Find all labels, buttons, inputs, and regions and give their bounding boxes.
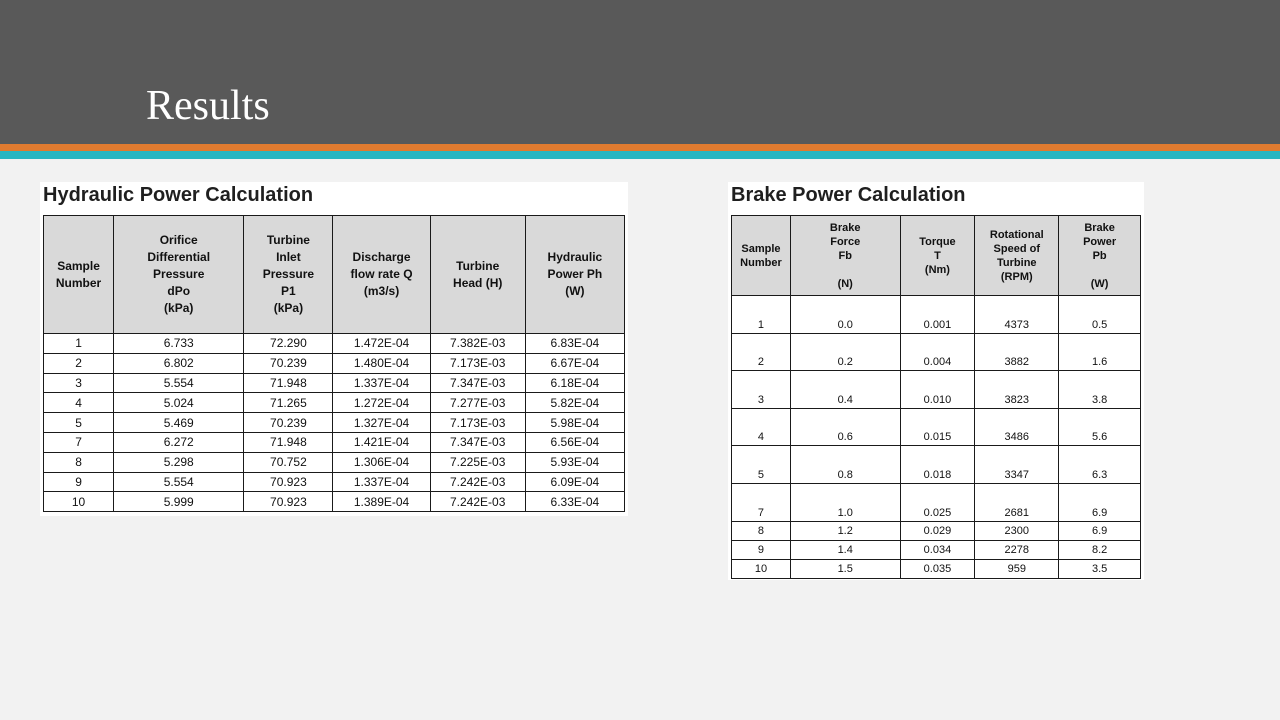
table-row <box>732 559 1141 578</box>
table-row <box>44 334 625 354</box>
table-cell: 7.173E-03 <box>430 413 525 433</box>
header-text: Rotational <box>989 228 1044 241</box>
brake-power-table-image <box>728 182 1144 580</box>
table-cell: 0.025 <box>900 483 975 521</box>
table-cell: 4 <box>44 393 114 413</box>
table-cell: 70.923 <box>244 472 333 492</box>
header-text: P1 <box>281 284 296 298</box>
table-cell: 5.98E-04 <box>525 413 624 433</box>
header-text: Pressure <box>153 267 205 281</box>
header-text: Power Ph <box>547 267 603 281</box>
table-cell: 0.035 <box>900 559 975 578</box>
table-cell: 5 <box>732 446 791 484</box>
table-row <box>44 452 625 472</box>
accent-stripe-orange <box>0 144 1280 151</box>
table-cell: 7 <box>732 483 791 521</box>
table-cell: 5.469 <box>114 413 244 433</box>
table-cell: 5.298 <box>114 452 244 472</box>
header-text: Head (H) <box>453 275 503 290</box>
header-unit: (W) <box>1090 277 1109 290</box>
table-cell: 2278 <box>975 540 1059 559</box>
table-cell: 8 <box>44 452 114 472</box>
table-cell: 7.225E-03 <box>430 452 525 472</box>
table-cell: 4373 <box>975 296 1059 334</box>
table-row <box>732 296 1141 334</box>
header-text: Number <box>55 275 102 290</box>
header-text: Number <box>740 256 782 269</box>
table-cell: 5.024 <box>114 393 244 413</box>
table-cell: 72.290 <box>244 334 333 354</box>
table-cell: 0.034 <box>900 540 975 559</box>
table-cell: 4 <box>732 408 791 446</box>
table-cell: 1.337E-04 <box>333 373 430 393</box>
table-cell: 9 <box>732 540 791 559</box>
header-text: Turbine <box>997 256 1037 269</box>
header-text: Discharge <box>352 250 411 264</box>
table-cell: 0.004 <box>900 333 975 371</box>
table-cell: 1.337E-04 <box>333 472 430 492</box>
table-cell: 7.173E-03 <box>430 353 525 373</box>
table-cell: 5.554 <box>114 373 244 393</box>
header-text: Inlet <box>276 250 301 264</box>
accent-stripe-teal <box>0 151 1280 159</box>
table-cell: 3486 <box>975 408 1059 446</box>
table-cell: 1.327E-04 <box>333 413 430 433</box>
table-cell: 6.56E-04 <box>525 432 624 452</box>
table-cell: 5.554 <box>114 472 244 492</box>
table-row <box>44 432 625 452</box>
hydraulic-header-row <box>44 216 625 334</box>
table-cell: 9 <box>44 472 114 492</box>
header-text: Pressure <box>262 267 315 281</box>
header-text: Pb <box>1092 249 1107 262</box>
slide-title: Results <box>146 83 270 129</box>
table-cell: 1.306E-04 <box>333 452 430 472</box>
header-text: Power <box>1083 235 1117 248</box>
header-text: Brake <box>829 221 861 234</box>
table-cell: 71.265 <box>244 393 333 413</box>
brake-header-row <box>732 216 1141 296</box>
table-cell: 1.4 <box>790 540 900 559</box>
table-cell: 71.948 <box>244 432 333 452</box>
table-cell: 10 <box>44 492 114 512</box>
header-text: Torque <box>919 235 956 248</box>
table-cell: 1 <box>732 296 791 334</box>
table-cell: 0.010 <box>900 371 975 409</box>
table-cell: 8 <box>732 521 791 540</box>
header-text: Fb <box>838 249 852 262</box>
hydraulic-column-header <box>244 216 333 334</box>
table-cell: 6.18E-04 <box>525 373 624 393</box>
header-text: T <box>934 249 941 262</box>
table-row <box>44 353 625 373</box>
header-text: Force <box>830 235 861 248</box>
hydraulic-table-title: Hydraulic Power Calculation <box>43 184 314 206</box>
header-text: dPo <box>167 284 191 298</box>
table-cell: 1.421E-04 <box>333 432 430 452</box>
table-cell: 1.272E-04 <box>333 393 430 413</box>
table-row <box>44 373 625 393</box>
table-cell: 0.029 <box>900 521 975 540</box>
table-cell: 6.272 <box>114 432 244 452</box>
header-text: Speed of <box>993 242 1040 255</box>
header-text: Brake <box>1084 221 1115 234</box>
header-text: (m3/s) <box>363 284 400 298</box>
table-row <box>732 408 1141 446</box>
table-cell: 7.277E-03 <box>430 393 525 413</box>
table-cell: 0.6 <box>790 408 900 446</box>
table-cell: 6.3 <box>1059 446 1141 484</box>
table-cell: 0.018 <box>900 446 975 484</box>
header-text: Turbine <box>266 233 310 247</box>
table-row <box>44 492 625 512</box>
table-cell: 0.8 <box>790 446 900 484</box>
table-cell: 5.999 <box>114 492 244 512</box>
brake-column-header <box>732 216 791 296</box>
table-cell: 1.6 <box>1059 333 1141 371</box>
table-cell: 1 <box>44 334 114 354</box>
table-cell: 1.472E-04 <box>333 334 430 354</box>
table-cell: 7.347E-03 <box>430 373 525 393</box>
table-row <box>732 333 1141 371</box>
header-text: Turbine <box>456 258 500 273</box>
header-text: Hydraulic <box>547 250 603 264</box>
hydraulic-column-header <box>430 216 525 334</box>
table-cell: 7.242E-03 <box>430 472 525 492</box>
hydraulic-column-header <box>44 216 114 334</box>
table-cell: 0.4 <box>790 371 900 409</box>
table-cell: 10 <box>732 559 791 578</box>
table-cell: 3.8 <box>1059 371 1141 409</box>
table-cell: 71.948 <box>244 373 333 393</box>
table-cell: 0.2 <box>790 333 900 371</box>
hydraulic-column-header <box>525 216 624 334</box>
table-cell: 6.67E-04 <box>525 353 624 373</box>
header-text: (kPa) <box>164 301 194 315</box>
header-text: (RPM) <box>1000 270 1033 283</box>
table-row <box>732 540 1141 559</box>
hydraulic-power-table <box>43 215 625 512</box>
header-text: Orifice <box>159 233 198 247</box>
brake-column-header <box>900 216 975 296</box>
header-text: (Nm) <box>924 263 950 276</box>
table-cell: 1.2 <box>790 521 900 540</box>
table-cell: 5.6 <box>1059 408 1141 446</box>
table-cell: 7.242E-03 <box>430 492 525 512</box>
table-cell: 0.001 <box>900 296 975 334</box>
header-unit: (N) <box>837 277 853 290</box>
table-cell: 70.752 <box>244 452 333 472</box>
table-cell: 6.9 <box>1059 483 1141 521</box>
table-row <box>44 393 625 413</box>
table-cell: 1.5 <box>790 559 900 578</box>
hydraulic-power-table-image <box>40 182 628 516</box>
table-cell: 70.239 <box>244 353 333 373</box>
table-cell: 959 <box>975 559 1059 578</box>
table-cell: 5 <box>44 413 114 433</box>
table-cell: 70.923 <box>244 492 333 512</box>
header-text: flow rate Q <box>350 267 413 281</box>
table-row <box>732 483 1141 521</box>
table-cell: 5.93E-04 <box>525 452 624 472</box>
table-cell: 2 <box>44 353 114 373</box>
table-cell: 1.480E-04 <box>333 353 430 373</box>
table-cell: 3347 <box>975 446 1059 484</box>
table-cell: 0.5 <box>1059 296 1141 334</box>
table-cell: 3.5 <box>1059 559 1141 578</box>
table-cell: 3 <box>44 373 114 393</box>
table-cell: 7.382E-03 <box>430 334 525 354</box>
brake-column-header <box>790 216 900 296</box>
table-cell: 6.733 <box>114 334 244 354</box>
table-cell: 0.015 <box>900 408 975 446</box>
table-cell: 5.82E-04 <box>525 393 624 413</box>
brake-power-table <box>731 215 1141 579</box>
hydraulic-column-header <box>114 216 244 334</box>
table-cell: 2681 <box>975 483 1059 521</box>
table-row <box>732 371 1141 409</box>
brake-column-header <box>975 216 1059 296</box>
table-cell: 3882 <box>975 333 1059 371</box>
table-cell: 6.9 <box>1059 521 1141 540</box>
table-cell: 2 <box>732 333 791 371</box>
table-cell: 1.389E-04 <box>333 492 430 512</box>
table-row <box>44 472 625 492</box>
table-cell: 7 <box>44 432 114 452</box>
header-text: Differential <box>147 250 211 264</box>
brake-column-header <box>1059 216 1141 296</box>
header-text: Sample <box>741 242 781 255</box>
table-cell: 6.33E-04 <box>525 492 624 512</box>
hydraulic-column-header <box>333 216 430 334</box>
table-cell: 2300 <box>975 521 1059 540</box>
header-text: Sample <box>57 258 100 273</box>
table-cell: 6.802 <box>114 353 244 373</box>
table-row <box>732 446 1141 484</box>
table-row <box>44 413 625 433</box>
table-cell: 0.0 <box>790 296 900 334</box>
header-text: (kPa) <box>273 301 304 315</box>
table-cell: 6.83E-04 <box>525 334 624 354</box>
header-text: (W) <box>565 284 585 298</box>
table-row <box>732 521 1141 540</box>
table-cell: 1.0 <box>790 483 900 521</box>
brake-table-title: Brake Power Calculation <box>731 184 966 206</box>
table-cell: 6.09E-04 <box>525 472 624 492</box>
table-cell: 3823 <box>975 371 1059 409</box>
table-cell: 70.239 <box>244 413 333 433</box>
table-cell: 8.2 <box>1059 540 1141 559</box>
table-cell: 7.347E-03 <box>430 432 525 452</box>
table-cell: 3 <box>732 371 791 409</box>
